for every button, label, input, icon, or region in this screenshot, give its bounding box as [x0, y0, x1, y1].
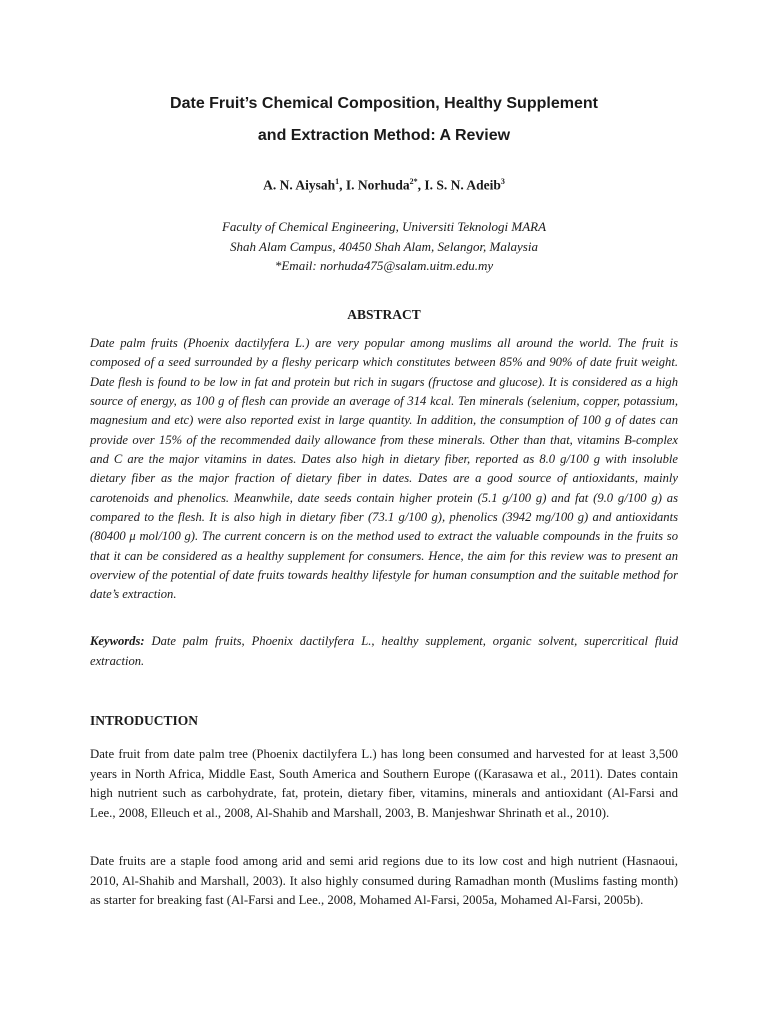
affiliation-line: Shah Alam Campus, 40450 Shah Alam, Selangor, Malaysia — [230, 238, 538, 254]
author-affiliation-mark: 3 — [500, 177, 505, 186]
author-separator: , — [417, 177, 425, 193]
introduction-paragraph: Date fruit from date palm tree (Phoenix dactilyfera L.) has long been consumed and harvested for at least 3,500 years in North Africa, Middle East, South America and Southern Europe ((Karasawa et al., 2011). Dates contain high nutrient such as carbohydrate, fat, protein, dietary fiber, vitamins, minerals and antioxidant (Al-Farsi and Lee., 2008, Elleuch et al., 2008, Al-Shahib and Marshall, 2003, B. Manjeshwar Shrinath et al., 2010). — [90, 747, 678, 820]
author-name: I. Norhuda — [345, 177, 410, 193]
author-name: A. N. Aiysah — [263, 177, 336, 193]
abstract-body — [90, 334, 678, 605]
introduction-heading: INTRODUCTION — [90, 713, 199, 728]
paper-title-line-2: and Extraction Method: A Review — [257, 127, 511, 144]
author-affiliation-mark: 1 — [335, 177, 340, 186]
author-affiliation-mark: 2* — [409, 177, 418, 186]
abstract-text: Date palm fruits (Phoenix dactilyfera L.) are very popular among muslims all around the world. The fruit is composed of a seed surrounded by a fleshy pericarp which constitutes between 85% and 90% of date fruit weight. Date flesh is found to be low in fat and protein but rich in sugars (fructose and glucose). It is considered as a high source of energy, as 100 g of flesh can provide an average of 314 kcal. Ten minerals (selenium, copper, potassium, magnesium and etc) were also reported exist in large quantity. In addition, the consumption of 100 g of dates can provide over 15% of the recommended daily allowance from these minerals. Other than that, vitamins B-complex and C are the major vitamins in dates. Dates also high in dietary fiber, reported as 8.0 g/100 g with insoluble dietary fiber as the major fraction of dietary fiber in dates. Dates are a good source of antioxidants, mainly carotenoids and phenolics. Meanwhile, date seeds contain higher protein (5.1 g/100 g) and fat (9.0 g/100 g) as compared to the flesh. It is also high in dietary fiber (73.1 g/100 g), phenolics (3942 mg/100 g) and antioxidants (80400 μ mol/100 g). The current concern is on the method used to extract the valuable compounds in the fruits so that it can be considered as a healthy supplement for consumers. Hence, the aim for this review was to present an overview of the potential of date fruits towards healthy lifestyle for human consumption and the suitable method for date’s extraction. — [90, 336, 678, 602]
affiliation-block — [0, 217, 768, 276]
abstract-heading: ABSTRACT — [347, 307, 421, 322]
keywords-text: Date palm fruits, Phoenix dactilyfera L., healthy supplement, organic solvent, supercritical fluid extraction. — [90, 634, 678, 668]
contact-email: *Email: norhuda475@salam.uitm.edu.my — [274, 258, 494, 273]
keywords-block — [90, 631, 678, 671]
author-name: I. S. N. Adeib — [424, 177, 501, 193]
keywords-label: Keywords: — [90, 634, 145, 648]
introduction-paragraph: Date fruits are a staple food among arid and semi arid regions due to its low cost and high nutrient (Hasnaoui, 2010, Al-Shahib and Marshall, 2003). It also highly consumed during Ramadhan month (Muslims fasting month) as starter for breaking fast (Al-Farsi and Lee., 2008, Mohamed Al-Farsi, 2005a, Mohamed Al-Farsi, 2005b). — [90, 854, 678, 907]
author-separator: , — [339, 177, 346, 193]
affiliation-line: Faculty of Chemical Engineering, Universiti Teknologi MARA — [221, 219, 547, 234]
author-list — [0, 177, 768, 194]
paper-title-line-1: Date Fruit’s Chemical Composition, Healthy Supplement — [170, 95, 598, 112]
